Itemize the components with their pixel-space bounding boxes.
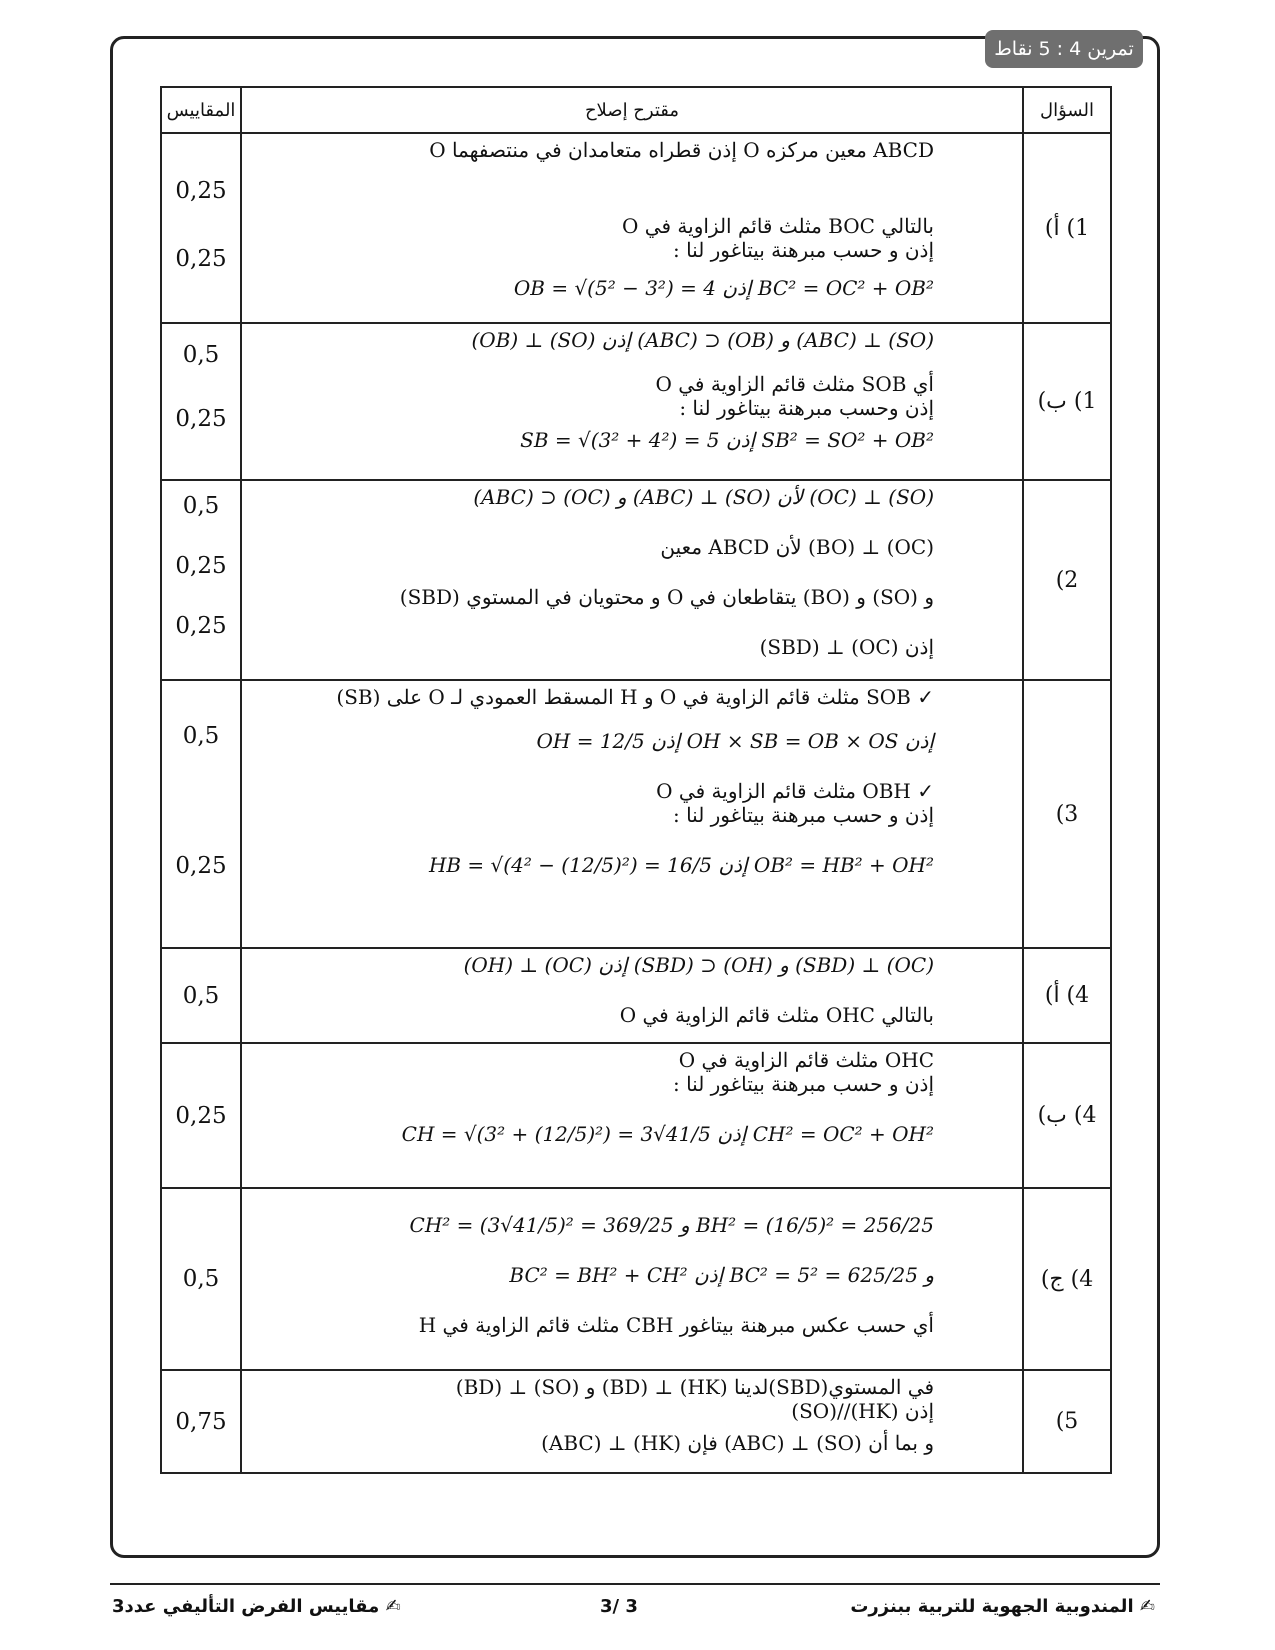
solution-line: BC² = OC² + OB² إذن OB = √(5² − 3²) = 4 — [513, 276, 934, 300]
points-value: 0,25 — [175, 553, 227, 579]
footer-institution-text: المندوبية الجهوية للتربية ببنزرت — [850, 1596, 1134, 1617]
page-number: 3/ 3 — [600, 1596, 638, 1617]
solution-cell — [241, 680, 1023, 948]
solution-line: إذن و حسب مبرهنة بيتاغور لنا : — [672, 238, 934, 262]
solution-line: إذن (HK)//(SO) — [791, 1399, 934, 1423]
question-number: 1) ب) — [1023, 323, 1111, 480]
solution-line: (SO) ⊥ (OC) لأن (SO) ⊥ (ABC) و (OC) ⊂ (ABC) — [473, 485, 934, 509]
solution-line: و (SO) و (BO) يتقاطعان في O و محتويان في المستوي (SBD) — [399, 585, 934, 609]
solution-cell — [241, 948, 1023, 1043]
solution-cell — [241, 323, 1023, 480]
pencil-icon: ✍ — [385, 1596, 401, 1617]
points-value: 0,5 — [182, 1266, 220, 1292]
footer-institution — [850, 1596, 1155, 1617]
solution-line: بالتالي BOC مثلث قائم الزاوية في O — [622, 214, 934, 238]
solution-line: ✓ OBH مثلث قائم الزاوية في O — [656, 779, 934, 803]
table-row — [161, 680, 1111, 948]
solution-line: BH² = (16/5)² = 256/25 و CH² = (3√41/5)² = 369/25 — [409, 1213, 934, 1237]
solution-line: و BC² = 5² = 625/25 إذن BC² = BH² + CH² — [509, 1263, 934, 1287]
exercise-tab: تمرين 4 : 5 نقاط — [985, 30, 1143, 68]
solution-line: OHC مثلث قائم الزاوية في O — [678, 1048, 934, 1072]
solution-line: أي حسب عكس مبرهنة بيتاغور CBH مثلث قائم الزاوية في H — [418, 1313, 934, 1337]
solution-cell — [241, 1043, 1023, 1188]
footer-title — [112, 1596, 401, 1617]
points-value: 0,25 — [175, 853, 227, 879]
solution-line: إذن و حسب مبرهنة بيتاغور لنا : — [672, 803, 934, 827]
points-value: 0,75 — [175, 1408, 227, 1435]
points-value: 0,25 — [175, 246, 227, 272]
points-cell — [161, 1370, 241, 1473]
solution-line: إذن وحسب مبرهنة بيتاغور لنا : — [679, 396, 934, 420]
points-cell — [161, 948, 241, 1043]
points-value: 0,25 — [175, 406, 227, 432]
points-cell — [161, 133, 241, 323]
question-number: 4) ج) — [1023, 1188, 1111, 1370]
solution-line: في المستوي(SBD)لدينا (HK) ⊥ (BD) و (SO) ⊥ (BD) — [455, 1375, 934, 1399]
points-value: 0,25 — [175, 613, 227, 639]
points-value: 0,25 — [175, 1102, 227, 1129]
solution-line: SB² = SO² + OB² إذن SB = √(3² + 4²) = 5 — [520, 428, 934, 452]
points-value: 0,5 — [182, 982, 220, 1009]
solution-line: بالتالي OHC مثلث قائم الزاوية في O — [619, 1003, 934, 1027]
solution-line: ABCD معين مركزه O إذن قطراه متعامدان في منتصفهما O — [429, 138, 934, 162]
points-cell — [161, 323, 241, 480]
points-value: 0,25 — [175, 178, 227, 204]
table-row — [161, 1188, 1111, 1370]
points-cell — [161, 480, 241, 680]
points-value: 0,5 — [182, 723, 220, 749]
solution-line: إذن (OC) ⊥ (SBD) — [759, 635, 934, 659]
solution-line: إذن OH × SB = OB × OS إذن OH = 12/5 — [536, 729, 934, 753]
header-question: السؤال — [1023, 87, 1111, 133]
table-header-row — [161, 87, 1111, 133]
question-number: 4) أ) — [1023, 948, 1111, 1043]
table-row — [161, 948, 1111, 1043]
solution-line: و بما أن (SO) ⊥ (ABC) فإن (HK) ⊥ (ABC) — [541, 1431, 934, 1455]
header-points: المقاييس — [161, 87, 241, 133]
table-row — [161, 133, 1111, 323]
question-number: 2) — [1023, 480, 1111, 680]
question-number: 3) — [1023, 680, 1111, 948]
points-value: 0,5 — [182, 493, 220, 519]
table-row — [161, 1043, 1111, 1188]
footer-title-text: مقاييس الفرض التأليفي عدد3 — [112, 1596, 380, 1617]
question-number: 4) ب) — [1023, 1043, 1111, 1188]
points-cell — [161, 1043, 241, 1188]
table-row — [161, 323, 1111, 480]
pencil-icon: ✍ — [1139, 1596, 1155, 1617]
solution-cell — [241, 133, 1023, 323]
table-row — [161, 480, 1111, 680]
question-number: 1) أ) — [1023, 133, 1111, 323]
points-cell — [161, 1188, 241, 1370]
header-solution: مقترح إصلاح — [241, 87, 1023, 133]
points-cell — [161, 680, 241, 948]
points-value: 0,5 — [182, 342, 220, 368]
solution-line: ✓ SOB مثلث قائم الزاوية في O و H المسقط العمودي لـ O على (SB) — [336, 685, 934, 709]
solution-line: (SO) ⊥ (ABC) و (OB) ⊂ (ABC) إذن (SO) ⊥ (OB) — [471, 328, 934, 352]
footer-divider — [110, 1583, 1160, 1585]
solution-cell — [241, 1370, 1023, 1473]
correction-table — [160, 86, 1112, 1474]
solution-line: CH² = OC² + OH² إذن CH = √(3² + (12/5)²) = 3√41/5 — [401, 1122, 934, 1146]
solution-cell — [241, 1188, 1023, 1370]
solution-line: أي SOB مثلث قائم الزاوية في O — [655, 372, 934, 396]
table-row — [161, 1370, 1111, 1473]
question-number: 5) — [1023, 1370, 1111, 1473]
solution-cell — [241, 480, 1023, 680]
solution-line: إذن و حسب مبرهنة بيتاغور لنا : — [672, 1072, 934, 1096]
solution-line: OB² = HB² + OH² إذن HB = √(4² − (12/5)²) = 16/5 — [428, 853, 934, 877]
solution-line: (OC) ⊥ (BO) لأن ABCD معين — [660, 535, 934, 559]
solution-line: (OC) ⊥ (SBD) و (OH) ⊂ (SBD) إذن (OC) ⊥ (OH) — [463, 953, 934, 977]
